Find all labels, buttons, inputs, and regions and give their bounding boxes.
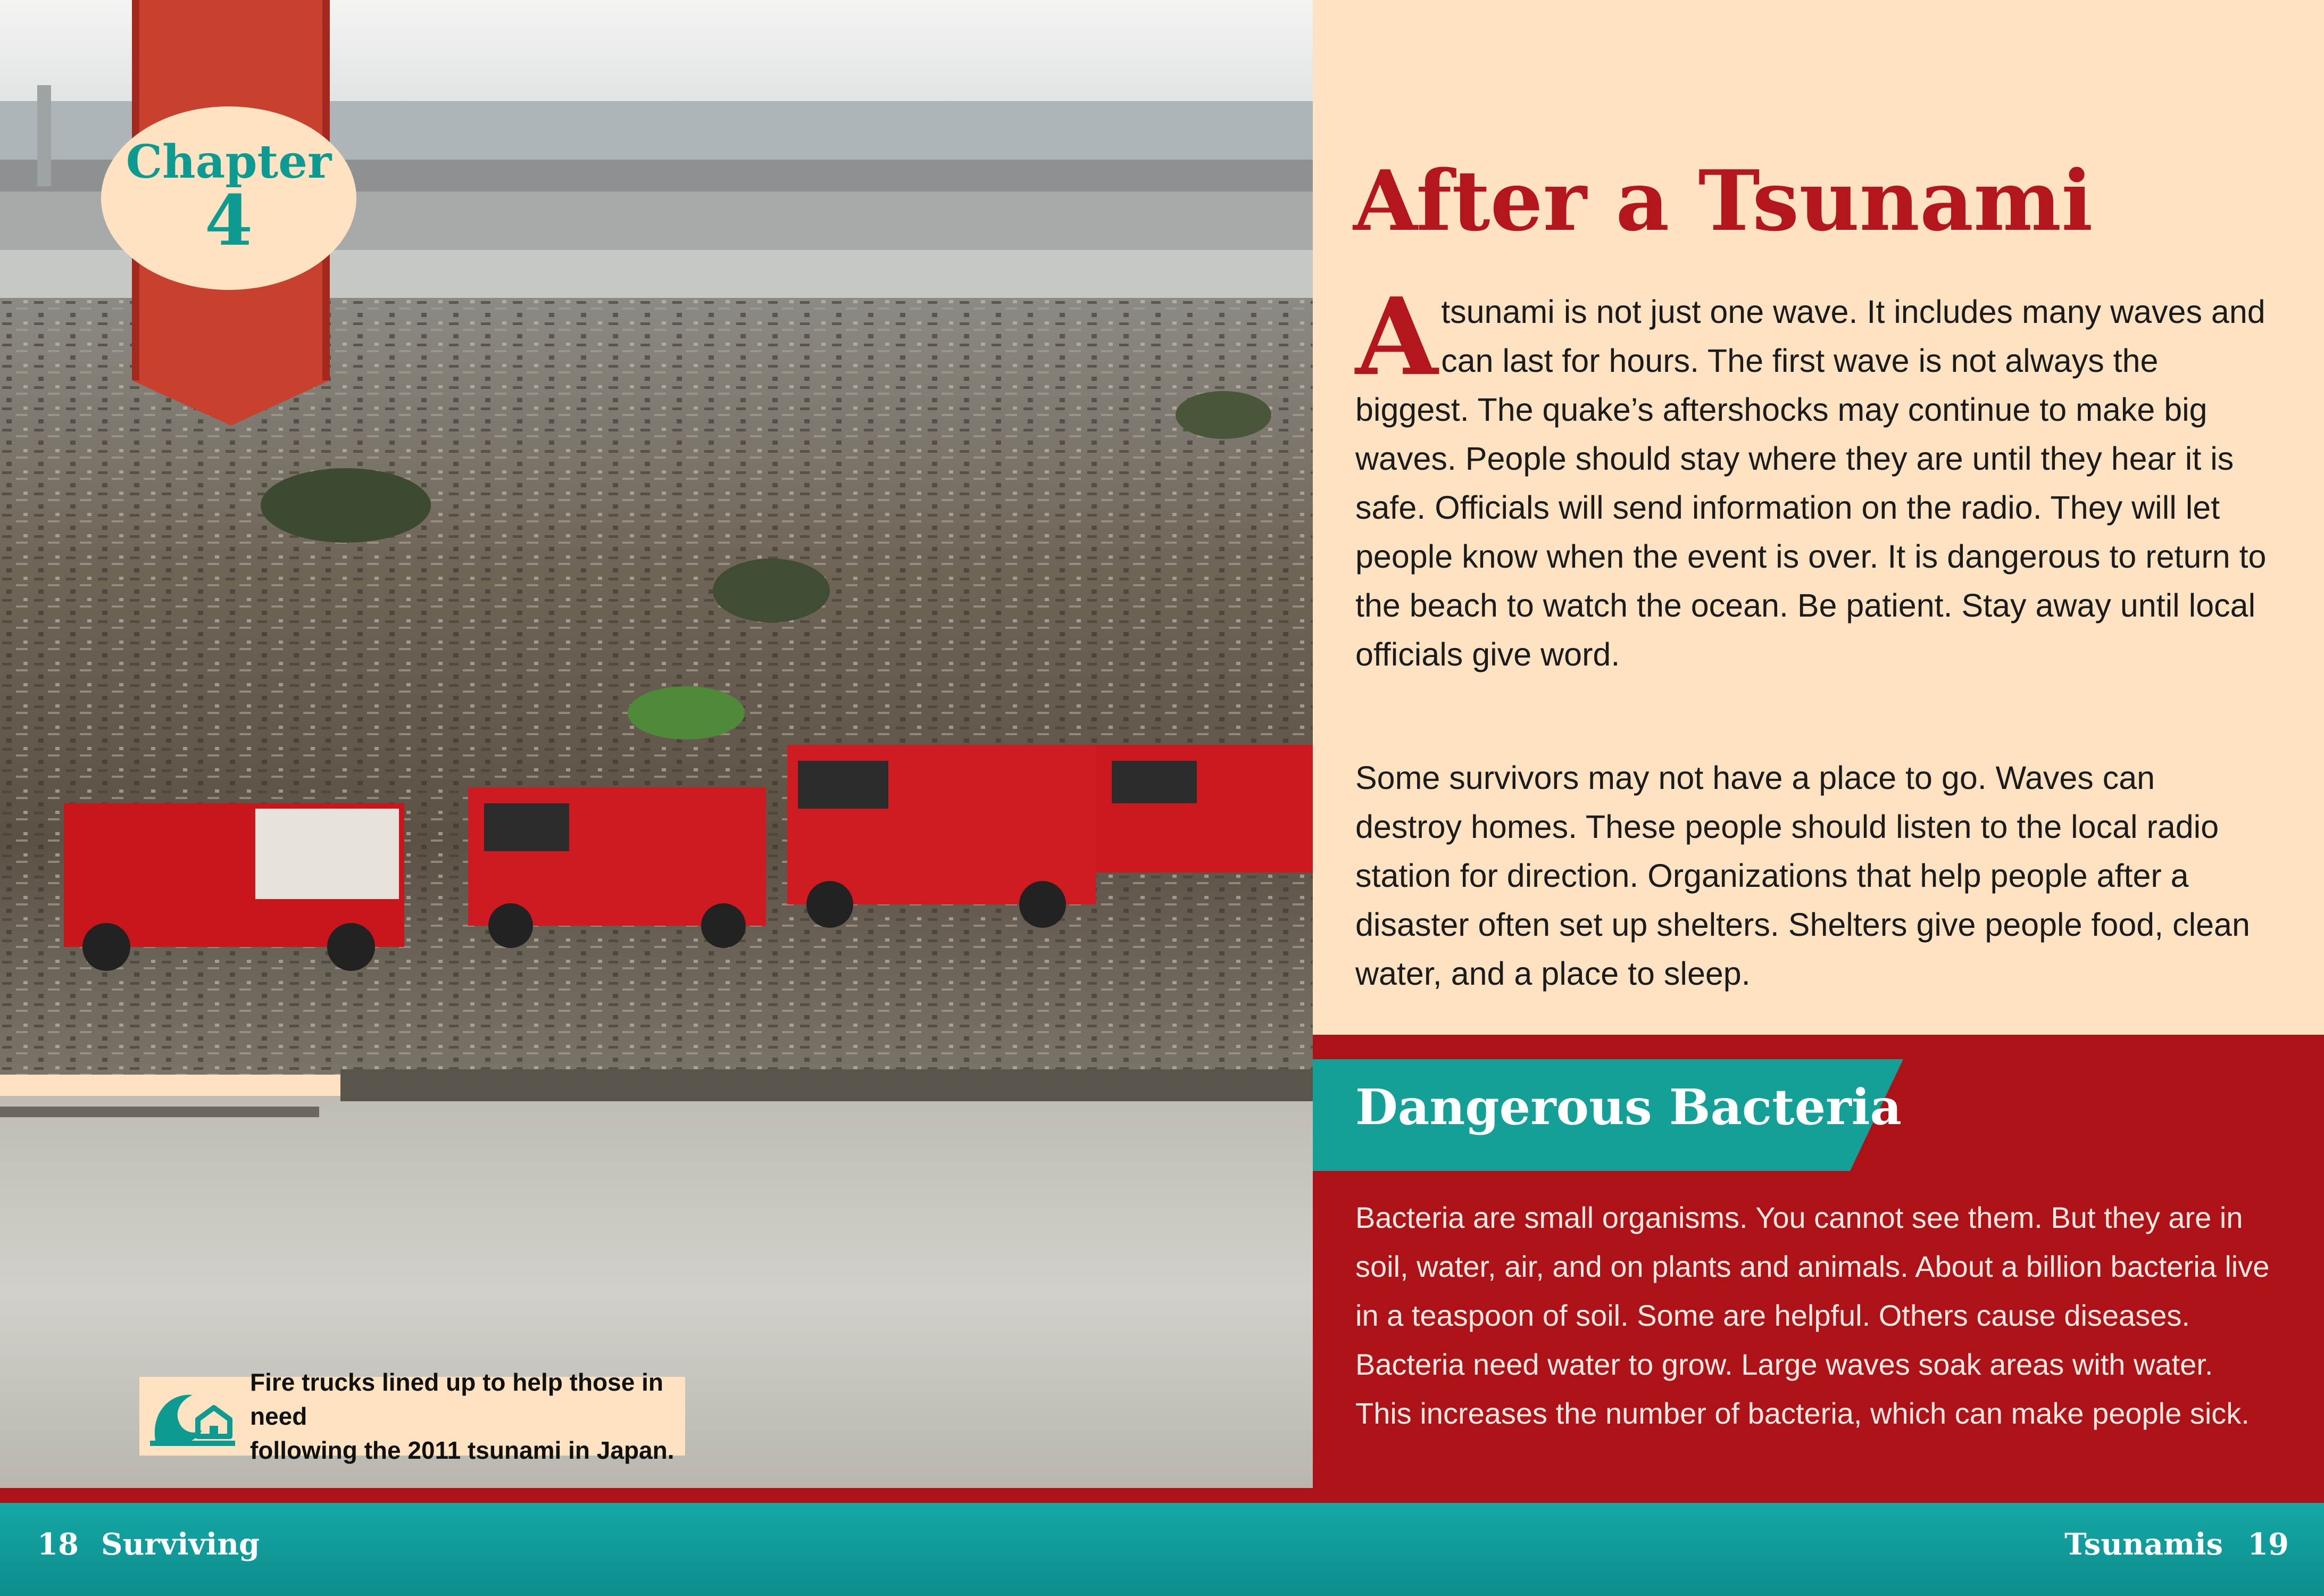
- page-title: After a Tsunami: [1353, 152, 2093, 250]
- right-book-title: Tsunamis: [2064, 1527, 2223, 1562]
- right-page-number: 19: [2247, 1527, 2289, 1562]
- right-page: [1313, 0, 2324, 1035]
- photo-caption: [139, 1368, 685, 1464]
- caption-line-2: following the 2011 tsunami in Japan.: [250, 1436, 674, 1464]
- drop-cap: A: [1355, 275, 1438, 400]
- chapter-label: Chapter: [126, 135, 332, 189]
- sidebar-text: Bacteria are small organisms. You cannot see them. But they are in soil, water, air, and on plants and animals. About a billion bacteria live in a teaspoon of soil. Some are helpful. Others cause diseases. Bacteria need water to grow. Large waves soak areas with water. This increases the number of bacteria, which can make people sick.: [1355, 1201, 2270, 1430]
- caption-line-1: Fire trucks lined up to help those in need: [250, 1368, 663, 1430]
- left-page-number: 18: [37, 1527, 79, 1562]
- footer-stripe: [0, 1488, 2324, 1503]
- sidebar-box: [1313, 1035, 2324, 1488]
- page-footer: [0, 1503, 2324, 1596]
- paragraph-1: [1355, 275, 2270, 679]
- wave-house-icon: [139, 1377, 246, 1456]
- paragraph-1-text: tsunami is not just one wave. It includes many waves and can last for hours. The first wave is not always the biggest. The quake’s aftershocks may continue to make big waves. People should stay where they are until they hear it is safe. Officials will send information on the radio. They will let people know when the event is over. It is dangerous to return to the beach to watch the ocean. Be patient. Stay away until local officials give word.: [1355, 294, 2267, 672]
- chapter-number: 4: [204, 180, 253, 261]
- chapter-badge: [101, 106, 356, 290]
- paragraph-2: Some survivors may not have a place to go. Waves can destroy homes. These people should listen to the local radio station for direction. Organizations that help people after a disaster often set up shelters. Shelters give people food, clean water, and a place to sleep.: [1355, 760, 2250, 992]
- sidebar-title: Dangerous Bacteria: [1355, 1078, 1902, 1136]
- left-section-title: Surviving: [101, 1527, 260, 1562]
